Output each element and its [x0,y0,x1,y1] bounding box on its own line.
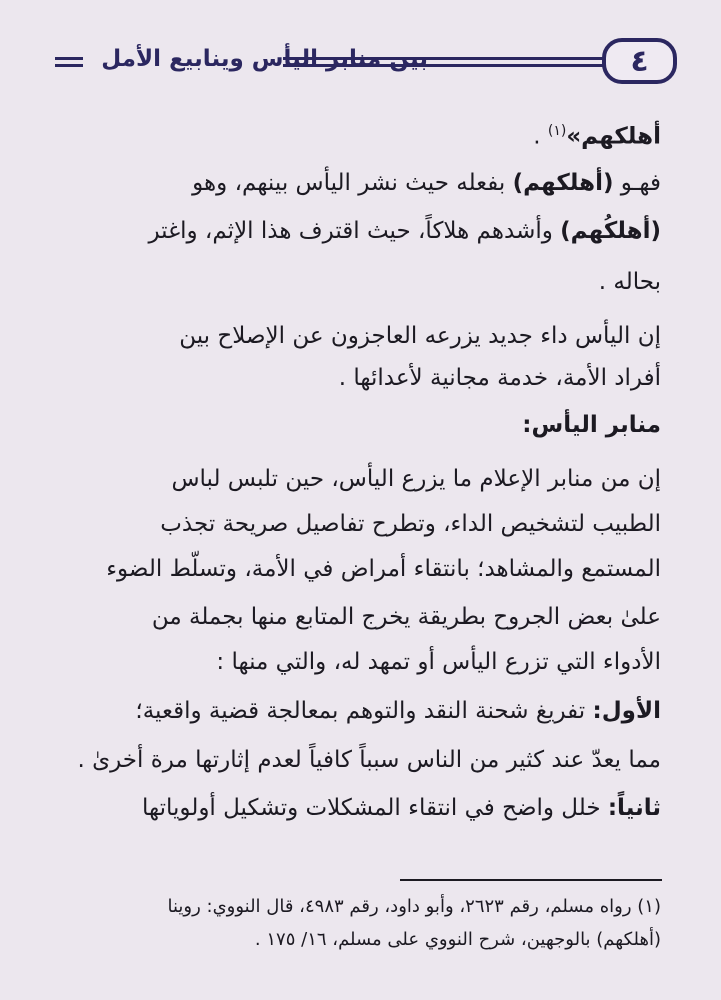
l2-post: بفعله حيث نشر اليأس بينهم، وهو [192,170,513,196]
l2-bold: (أهلكهم) [512,170,614,196]
page-number: ٤ [630,43,649,79]
period: . [533,123,548,150]
text-line-2 [60,160,661,206]
header-dash-top [55,57,83,60]
item-first-label: الأول: [592,698,661,724]
text-line-10: المستمع والمشاهد؛ بانتقاء أمراض في الأمة، وتسلّط الضوء [106,556,661,582]
page-number-badge [602,38,677,84]
text-line-9: الطبيب لتشخيص الداء، وتطرح تفاصيل صريحة تجذب [160,511,661,537]
text-line-3 [60,208,661,254]
section-heading: منابر اليأس: [522,412,661,438]
text-line-12: الأدواء التي تزرع اليأس أو تمهد له، والتي منها : [216,649,661,675]
l3-bold: (أهلكُهم) [560,218,661,244]
footnote-separator [400,879,662,881]
footnote-ref: (١) [547,123,567,139]
l3-post: وأشدهم هلاكاً، حيث اقترف هذا الإثم، واغتر [148,218,561,244]
text-line-14: مما يعدّ عند كثير من الناس سبباً كافياً لعدم إثارتها مرة أخرىٰ . [77,747,661,773]
running-header-title: بين منابر اليأس وينابيع الأمل [101,46,428,72]
text-line-4: بحاله . [598,269,661,295]
footnote-line-2: (أهلكهم) بالوجهين، شرح النووي على مسلم، ١٦/ ١٧٥ . [254,929,661,950]
item-second-label: ثانياً: [607,795,661,821]
l2-pre: فهـو [613,170,661,196]
text-line-13 [60,688,661,734]
text-line-11: علىٰ بعض الجروح بطريقة يخرج المتابع منها بجملة من [151,604,661,630]
item-first-text: تفريغ شحنة النقد والتوهم بمعالجة قضية واقعية؛ [135,698,593,724]
text-line-8: إن من منابر الإعلام ما يزرع اليأس، حين تلبس لباس [171,466,661,492]
item-second-text: خلل واضح في انتقاء المشكلات وتشكيل أولوياتها [142,795,608,821]
footnote-line-1: (١) رواه مسلم، رقم ٢٦٢٣، وأبو داود، رقم ٤٩٨٣، قال النووي: روينا [167,896,661,917]
header-dash-bottom [55,64,83,67]
text-line-15 [60,785,661,831]
text-line-1 [60,108,661,154]
text-line-5: إن اليأس داء جديد يزرعه العاجزون عن الإصلاح بين [179,323,661,349]
text-line-6: أفراد الأمة، خدمة مجانية لأعدائها . [338,365,661,391]
quote-end-word: أهلكهم» [566,123,661,150]
